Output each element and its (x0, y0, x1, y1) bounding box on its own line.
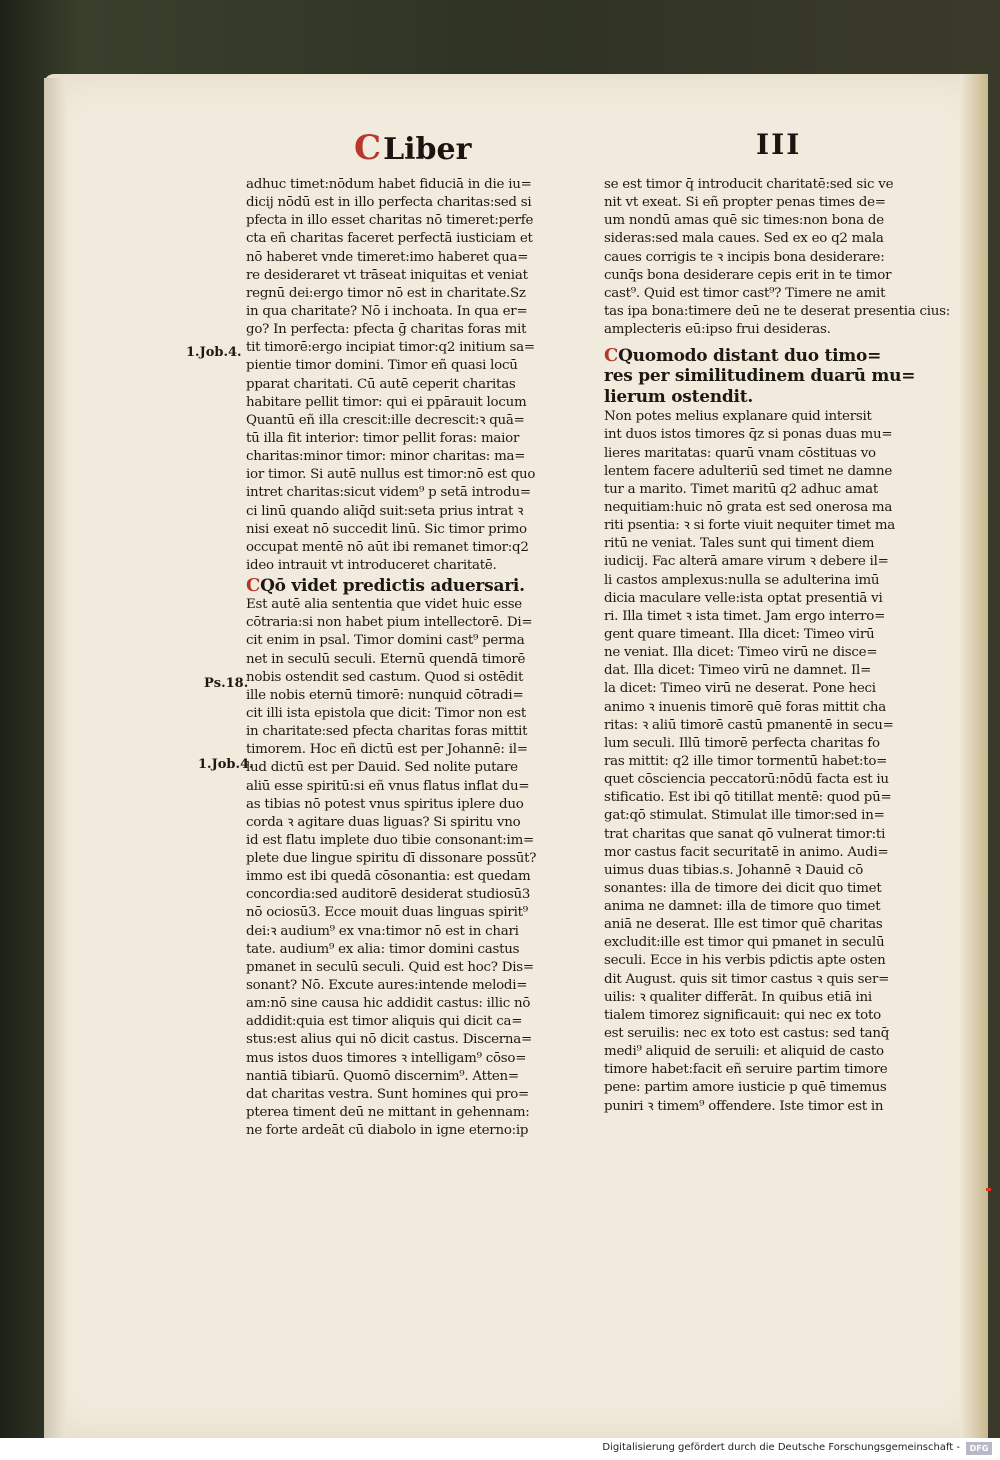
text-line: regnū dei:ergo timor nō est in charitate.Sz (246, 285, 526, 301)
text-line: aniā ne deserat. Ille est timor quē charitas (604, 917, 883, 933)
running-head-left (354, 128, 471, 168)
text-line: cit illi ista epistola que dicit: Timor non est (246, 705, 526, 721)
text-line: id est flatu implete duo tibie consonant:im= (246, 832, 535, 848)
text-line: charitas:minor timor: minor charitas: ma= (246, 449, 526, 465)
text-line: tialem timorez significauit: qui nec ex toto (604, 1007, 881, 1023)
right-text-block (604, 408, 964, 1115)
text-line: sideras:sed mala caues. Sed ex eo q2 mala (604, 231, 884, 247)
text-line: ideo intrauit vt introduceret charitatē. (246, 557, 497, 573)
margin-note: Ps.18. (204, 676, 249, 691)
text-line: cōtraria:si non habet pium intellectorē. Di= (246, 615, 533, 631)
text-line: quet cōsciencia peccatorū:nōdū facta est iu (604, 772, 889, 788)
text-line: mus istos duos timores ꝛ intelligam⁹ cōso= (246, 1050, 527, 1066)
text-line: riti psentia: ꝛ si forte viuit nequiter timet ma (604, 518, 895, 534)
text-line: se est timor q̄ introducit charitatē:sed sic ve (604, 177, 894, 192)
section-heading: CQō videt predictis aduersari. (246, 575, 525, 597)
text-line: re desideraret vt trāseat iniquitas et veniat (246, 267, 528, 283)
text-line: pmanet in seculū seculi. Quid est hoc? Dis= (246, 959, 534, 975)
text-line: dei:ꝛ audium⁹ ex vna:timor nō est in chari (246, 923, 519, 939)
text-line: ras mittit: q2 ille timor tormentū habet:to= (604, 753, 888, 769)
text-line: lieres maritatas: quarū vnam cōstituas vo (604, 445, 876, 461)
text-line: timorem. Hoc eñ dictū est per Johannē: il= (246, 742, 528, 758)
text-line: pene: partim amore iusticie p quē timemus (604, 1080, 887, 1096)
text-line: uilis: ꝛ qualiter differāt. In quibus etiā ini (604, 989, 872, 1005)
text-line: pfecta in illo esset charitas nō timeret:perfe (246, 213, 534, 229)
text-line: Est autē alia sententia que videt huic esse (246, 597, 522, 613)
text-line: seculi. Ecce in his verbis pdictis apte osten (604, 953, 886, 969)
text-line: ille nobis eternū timorē: nunquid cōtradi= (246, 687, 524, 703)
text-line: ci linū quando aliq̄d suit:seta prius intrat ꝛ (246, 503, 524, 519)
text-line: nequitiam:huic nō grata est sed onerosa ma (604, 499, 893, 515)
text-line: dicia maculare velle:ista optat presentiā vi (604, 590, 883, 606)
text-line: nobis ostendit sed castum. Quod si ostēdit (246, 669, 524, 685)
margin-note: 1.Job.4. (198, 757, 254, 772)
text-line: gent quare timeant. Illa dicet: Timeo virū (604, 626, 875, 642)
text-line: uimus duas tibias.s. Johannē ꝛ Dauid cō (604, 862, 864, 878)
text-line: concordia:sed auditorē desiderat studiosū3 (246, 887, 531, 903)
text-line: plete due lingue spiritu dī dissonare possūt? (246, 851, 537, 867)
text-line: amplecteris eū:ipso frui desideras. (604, 322, 831, 338)
text-line: caues corrigis te ꝛ incipis bona desiderare: (604, 249, 885, 265)
text-line: aliū esse spiritū:si eñ vnus flatus inflat du= (246, 778, 530, 794)
paragraph-mark: C (604, 345, 619, 367)
text-line: mor castus facit securitatē in animo. Audi= (604, 844, 889, 860)
page-right-edge (960, 74, 988, 1438)
text-line: habitare pellit timor: qui ei ppārauit locum (246, 394, 527, 410)
dfg-logo: DFG (966, 1442, 992, 1455)
text-line: la dicet: Timeo virū ne deserat. Pone heci (604, 681, 876, 697)
text-line: est seruilis: nec ex toto est castus: sed tanq̄ (604, 1026, 890, 1042)
text-line: tū illa fit interior: timor pellit foras: maior (246, 430, 520, 446)
text-line: sonantes: illa de timore dei dicit quo timet (604, 880, 882, 896)
rubric-initial: C (354, 128, 382, 168)
text-line: anima ne damnet: illa de timore quo timet (604, 899, 881, 915)
book-number: III (756, 128, 802, 161)
left-text-block (246, 176, 596, 575)
text-line: iudicij. Fac alterā amare virum ꝛ debere il= (604, 554, 889, 570)
text-line: nantiā tibiarū. Quomō discernim⁹. Atten= (246, 1068, 519, 1084)
text-line: gat:qō stimulat. Stimulat ille timor:sed in= (604, 808, 885, 824)
text-line: timore habet:facit eñ seruire partim timore (604, 1062, 888, 1078)
text-line: stus:est alius qui nō dicit castus. Discerna= (246, 1032, 532, 1048)
section-heading: CQuomodo distant duo timo= res per similitudinem duarū mu= lierum ostendit. (604, 345, 916, 408)
text-line: stificatio. Est ibi qō titillat mentē: quod pū= (604, 790, 892, 806)
text-line: trat charitas que sanat qō vulnerat timor:ti (604, 826, 886, 842)
text-line: dit August. quis sit timor castus ꝛ quis ser= (604, 971, 890, 987)
funding-credit: Digitalisierung gefördert durch die Deutsche Forschungsgemeinschaft - (602, 1442, 960, 1453)
text-line: tas ipa bona:timere deū ne te deserat presentia cius: (604, 303, 951, 319)
text-line: ritas: ꝛ aliū timorē castū pmanentē in secu= (604, 717, 894, 733)
text-line: int duos istos timores q̄z si ponas duas mu= (604, 427, 893, 443)
text-line: cta eñ charitas faceret perfectā iusticiam et (246, 231, 533, 247)
text-line: occupat mentē nō aūt ibi remanet timor:q2 (246, 539, 529, 555)
text-line: am:nō sine causa hic addidit castus: illic nō (246, 996, 531, 1012)
text-line: nit vt exeat. Si eñ propter penas times de= (604, 195, 886, 211)
text-line: nō ociosū3. Ecce mouit duas linguas spirit⁹ (246, 905, 528, 921)
left-text-block (246, 596, 596, 1140)
text-line: immo est ibi quedā cōsonantia: est quedam (246, 869, 531, 885)
text-line: dat. Illa dicet: Timeo virū ne damnet. Il= (604, 663, 872, 679)
text-line: cunq̄s bona desiderare cepis erit in te timor (604, 267, 892, 283)
text-line: sonant? Nō. Excute aures:intende melodi= (246, 978, 528, 994)
text-line: li castos amplexus:nulla se adulterina imū (604, 572, 880, 588)
text-line: ior timor. Si autē nullus est timor:nō est quo (246, 467, 536, 483)
text-line: tate. audium⁹ ex alia: timor domini castus (246, 941, 520, 957)
right-text-block (604, 176, 964, 339)
margin-note: 1.Job.4. (186, 345, 242, 360)
text-line: dat charitas vestra. Sunt homines qui pro= (246, 1086, 530, 1102)
text-line: lum seculi. Illū timorē perfecta charitas fo (604, 735, 880, 751)
text-line: puniri ꝛ timem⁹ offendere. Iste timor est in (604, 1098, 884, 1114)
text-line: nisi exeat nō succedit linū. Sic timor primo (246, 521, 527, 537)
text-line: nō haberet vnde timeret:imo haberet qua= (246, 249, 529, 265)
text-line: medi⁹ aliquid de seruili: et aliquid de casto (604, 1044, 884, 1060)
text-line: Quantū eñ illa crescit:ille decrescit:ꝛ quā= (246, 412, 525, 428)
text-line: Non potes melius explanare quid intersit (604, 409, 872, 425)
text-line: cast⁹. Quid est timor cast⁹? Timere ne amit (604, 285, 886, 301)
text-line: cit enim in psal. Timor domini cast⁹ perma (246, 633, 525, 649)
text-line: pientie timor domini. Timor eñ quasi locū (246, 358, 518, 374)
text-line: excludit:ille est timor qui pmanet in seculū (604, 935, 885, 951)
text-line: um nondū amas quē sic times:non bona de (604, 213, 884, 229)
text-line: intret charitas:sicut videm⁹ p setā introdu= (246, 485, 531, 501)
text-line: addidit:quia est timor aliquis qui dicit ca= (246, 1014, 523, 1030)
text-line: as tibias nō potest vnus spiritus iplere duo (246, 796, 524, 812)
text-line: net in seculū seculi. Eternū quendā timorē (246, 651, 526, 667)
text-line: in qua charitate? Nō i inchoata. In qua er= (246, 303, 528, 319)
page-left-shadow (44, 78, 66, 1438)
text-line: corda ꝛ agitare duas liguas? Si spiritu vno (246, 814, 521, 830)
text-line: tur a marito. Timet maritū q2 adhuc amat (604, 481, 879, 497)
text-line: tit timorē:ergo incipiat timor:q2 initium sa= (246, 340, 535, 356)
right-column (604, 176, 964, 1116)
red-mark (986, 1188, 991, 1191)
text-line: dicij nōdū est in illo perfecta charitas:sed si (246, 195, 532, 211)
text-line: pterea timent deū ne mittant in gehennam: (246, 1105, 530, 1121)
text-line: ne forte ardeāt cū diabolo in igne eterno:ip (246, 1123, 529, 1139)
text-line: ri. Illa timet ꝛ ista timet. Jam ergo interro= (604, 608, 886, 624)
text-line: pparat charitati. Cū autē ceperit charitas (246, 376, 516, 392)
text-line: ritū ne veniat. Tales sunt qui timent diem (604, 536, 875, 552)
text-line: animo ꝛ inuenis timorē quē foras mittit cha (604, 699, 886, 715)
text-line: go? In perfecta: pfecta ḡ charitas foras mit (246, 322, 527, 338)
footer-bar (0, 1438, 1000, 1460)
text-line: lud dictū est per Dauid. Sed nolite putare (246, 760, 518, 776)
paragraph-mark: C (246, 575, 261, 597)
text-line: in charitate:sed pfecta charitas foras mittit (246, 724, 528, 740)
text-line: lentem facere adulteriū sed timet ne damne (604, 463, 893, 479)
left-column (246, 176, 596, 1140)
text-line: adhuc timet:nōdum habet fiduciā in die iu= (246, 177, 532, 192)
book-title: Liber (383, 132, 472, 167)
text-line: ne veniat. Illa dicet: Timeo virū ne disce= (604, 645, 878, 661)
